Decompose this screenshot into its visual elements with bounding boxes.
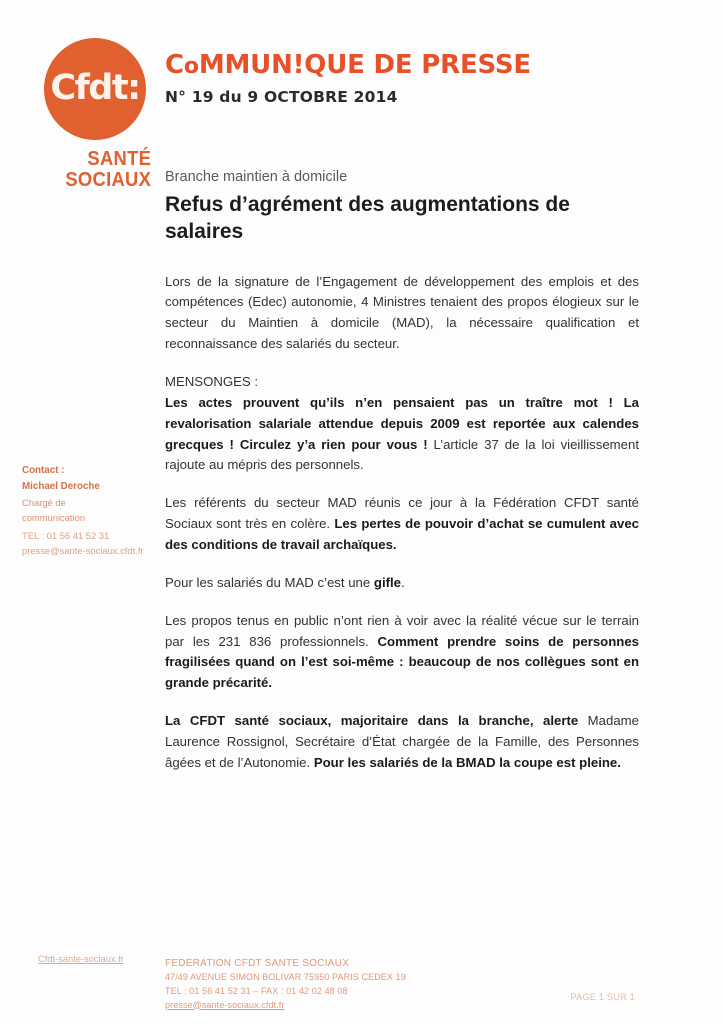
cfdt-logo	[38, 38, 153, 191]
contact-role-line1: Chargé de	[22, 496, 66, 508]
alerte-bold-text-start: La CFDT santé sociaux, majoritaire dans la branche, alerte	[165, 713, 579, 729]
paragraph-alerte	[165, 711, 639, 774]
contact-name: Michael Deroche	[22, 480, 100, 492]
cfdt-logo-subtitle-line1: SANTÉ	[87, 148, 152, 170]
cfdt-logo-subtitle-line2: SOCIAUX	[65, 169, 152, 191]
footer-website-link[interactable]: Cfdt-sante-sociaux.fr	[38, 954, 124, 964]
gifle-bold-text: gifle	[373, 574, 402, 590]
paragraph-propos	[165, 611, 639, 694]
referents-bold-text: Les pertes de pouvoir d’achat se cumulent avec des conditions de travail archaïques.	[165, 516, 639, 553]
mensonges-bold-text: Les actes prouvent qu’ils n’en pensaient pas un traître mot ! La revalorisation salariale attendue depuis 2009 est reportée aux calendes grecques ! Circulez y’a rien pour vous !	[165, 394, 639, 452]
document-footer	[0, 950, 723, 1010]
footer-federation-block	[165, 956, 406, 1012]
footer-address: 47/49 AVENUE SIMON BOLIVAR 75950 PARIS CEDEX 19	[165, 972, 406, 983]
contact-email-link[interactable]: presse@sante-sociaux.cfdt.fr	[22, 545, 144, 557]
article-kicker	[165, 168, 639, 187]
document-header	[165, 52, 531, 106]
press-release-date: N° 19 du 9 OCTOBRE 2014	[165, 88, 398, 106]
paragraph-mensonges	[165, 372, 639, 476]
cfdt-wordmark: Cfdt:	[50, 67, 140, 108]
paragraph-referents	[165, 493, 639, 556]
referents-plain-text: Les référents du secteur MAD réunis ce jour à la Fédération CFDT santé Sociaux sont très en colère.	[165, 495, 639, 532]
alerte-plain-text: Madame Laurence Rossignol, Secrétaire d’État chargée de la Famille, des Personnes âgées et de l’Autonomie.	[165, 713, 639, 770]
press-release-title-o: o	[183, 54, 199, 79]
contact-role-line2: communication	[22, 511, 86, 523]
article-body	[165, 168, 639, 774]
alerte-bold-text-end: Pour les salariés de la BMAD la coupe est pleine.	[313, 754, 621, 770]
article-headline: Refus d’agrément des augmentations de salaires	[165, 192, 570, 243]
gifle-end-text: .	[401, 574, 405, 590]
cfdt-logo-subtitle	[47, 149, 153, 191]
mensonges-label: MENSONGES :	[165, 374, 259, 390]
propos-plain-text: Les propos tenus en public n’ont rien à voir avec la réalité vécue sur le terrain par les 231 836 professionnels.	[165, 612, 639, 649]
contact-phone: TEL : 01 56 41 52 31	[22, 530, 110, 542]
footer-phones: TEL : 01 56 41 52 31 – FAX : 01 42 02 48 08	[165, 985, 348, 996]
article-kicker-text: Branche maintien à domicile	[165, 169, 348, 185]
gifle-plain-text: Pour les salariés du MAD c’est une	[165, 574, 374, 590]
contact-title: Contact :	[22, 465, 65, 476]
paragraph-intro-text: Lors de la signature de l’Engagement de développement des emplois et des compétences (Edec) autonomie, 4 Ministres tenaient des propos élogieux sur le secteur du Maintien à domicile (MAD), la nécessaire qualification et reconnaissance des salariés du secteur.	[165, 273, 639, 352]
mensonges-plain-text: L’article 37 de la loi vieillissement rajoute au mépris des personnels.	[165, 436, 639, 473]
cfdt-logo-circle	[44, 38, 146, 140]
footer-page-number: PAGE 1 SUR 1	[570, 992, 635, 1002]
paragraph-gifle	[165, 573, 639, 594]
footer-email-link[interactable]: presse@sante-sociaux.cfdt.fr	[165, 999, 285, 1010]
press-release-title-rest: MMUN!QUE DE PRESSE	[198, 50, 531, 80]
press-release-title	[165, 52, 531, 78]
press-release-title-c: C	[165, 50, 184, 80]
propos-bold-text: Comment prendre soins de personnes fragilisées quand on l’est soi-même : beaucoup de nos collègues sont en grande précarité.	[165, 633, 639, 691]
footer-federation-name: FEDERATION CFDT SANTE SOCIAUX	[165, 958, 350, 969]
contact-block	[22, 463, 157, 559]
paragraph-intro	[165, 272, 639, 355]
